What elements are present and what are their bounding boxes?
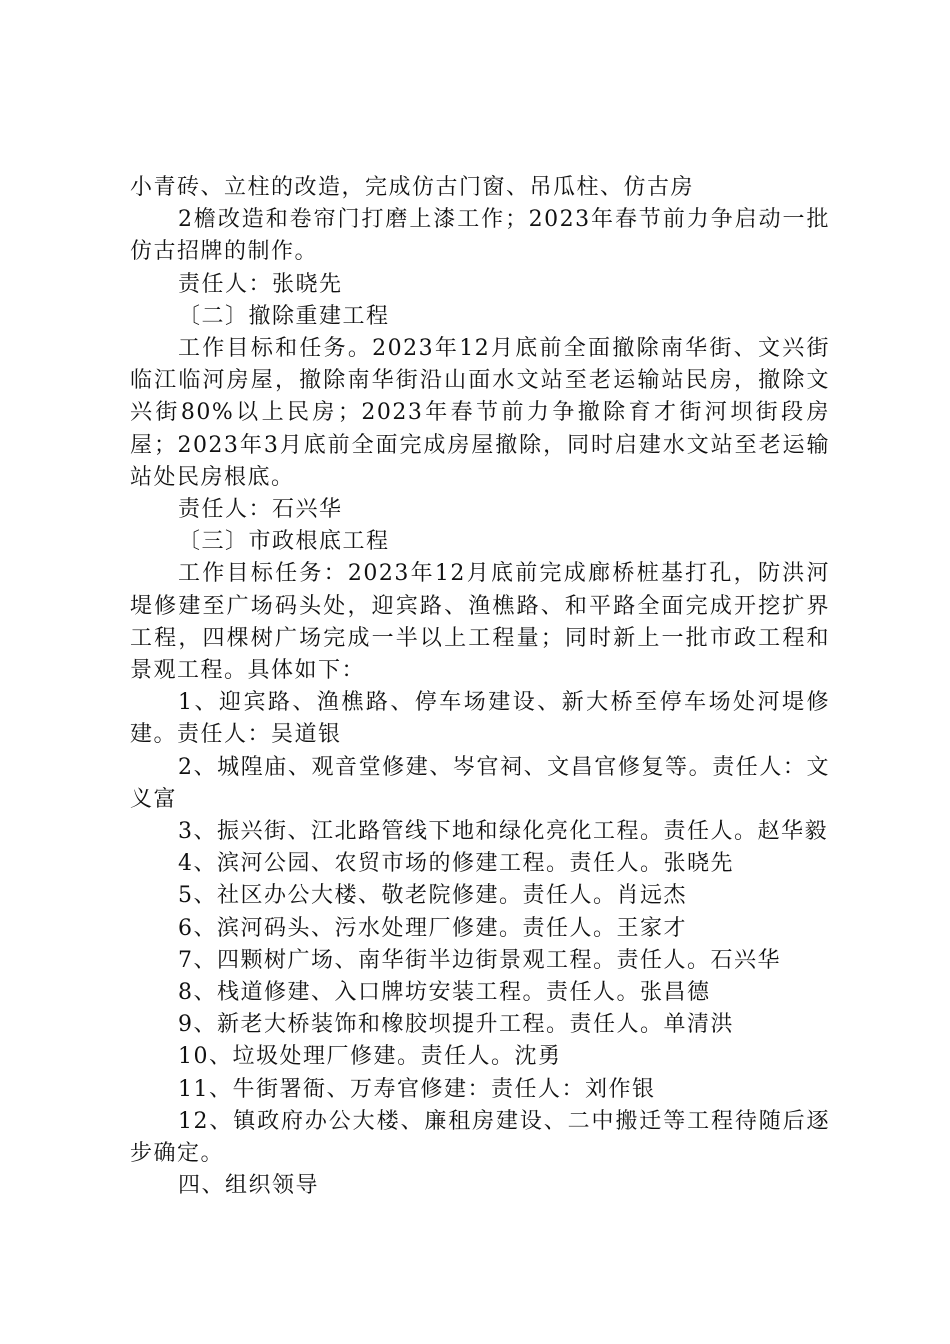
section-heading-demolition: 〔二〕撤除重建工程 [178,303,390,329]
paragraph-responsible-2: 责任人：石兴华 [178,497,343,523]
document-body [130,172,830,1203]
paragraph-continuation: 小青砖、立柱的改造，完成仿古门窗、吊瓜柱、仿古房 [130,175,695,200]
list-item-2: 2、城隍庙、观音堂修建、岑官祠、文昌官修复等。责任人：文义富 [130,754,830,812]
list-item-12: 12、镇政府办公大楼、廉租房建设、二中搬迁等工程待随后逐步确定。 [130,1108,830,1167]
paragraph-responsible-1: 责任人：张晓先 [178,271,343,297]
list-item-11: 11、牛街署衙、万寿官修建：责任人：刘作银 [178,1076,656,1102]
list-item-4: 4、滨河公园、农贸市场的修建工程。责任人。张晓先 [178,851,734,877]
paragraph-demolition-goals: 工作目标和任务。2023年12月底前全面撤除南华街、文兴街临江临河房屋，撤除南华街沿山面水文站至老运输站民房，撤除文兴街80%以上民房；2023年春节前力争撤除育才街河坝街段房屋；2023年3月底前全面完成房屋撤除，同时启建水文站至老运输站处民房根底。 [130,336,830,490]
paragraph-renovation-tasks: 2檐改造和卷帘门打磨上漆工作；2023年春节前力争启动一批仿古招牌的制作。 [130,207,830,265]
section-heading-municipal: 〔三〕市政根底工程 [178,529,390,555]
list-item-7: 7、四颗树广场、南华街半边街景观工程。责任人。石兴华 [178,947,781,973]
paragraph-municipal-goals: 工作目标任务：2023年12月底前完成廊桥桩基打孔，防洪河堤修建至广场码头处，迎宾路、渔樵路、和平路全面完成开挖扩界工程，四棵树广场完成一半以上工程量；同时新上一批市政工程和景观工程。具体如下： [130,561,830,684]
list-item-10: 10、垃圾处理厂修建。责任人。沈勇 [178,1044,562,1070]
section-heading-organization: 四、组织领导 [178,1173,320,1199]
list-item-3: 3、振兴街、江北路管线下地和绿化亮化工程。责任人。赵华毅 [178,819,828,845]
list-item-9: 9、新老大桥装饰和橡胶坝提升工程。责任人。单清洪 [178,1012,734,1038]
list-item-8: 8、栈道修建、入口牌坊安装工程。责任人。张昌德 [178,980,711,1006]
list-item-6: 6、滨河码头、污水处理厂修建。责任人。王家才 [178,915,687,941]
list-item-5: 5、社区办公大楼、敬老院修建。责任人。肖远杰 [178,883,687,909]
list-item-1: 1、迎宾路、渔樵路、停车场建设、新大桥至停车场处河堤修建。责任人：吴道银 [130,690,830,748]
